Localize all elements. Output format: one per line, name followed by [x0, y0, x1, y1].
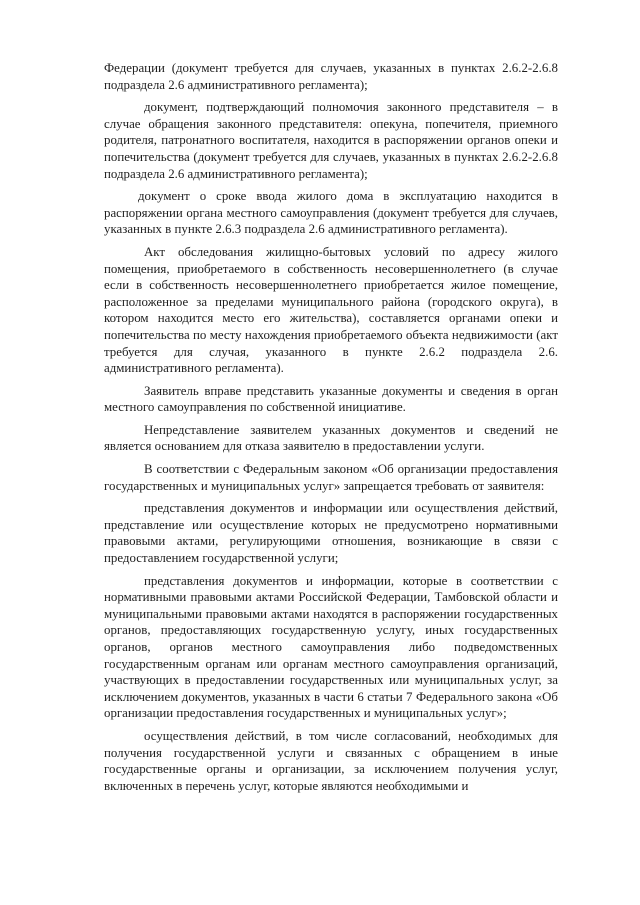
paragraph-federation-doc: Федерации (документ требуется для случаев, указанных в пунктах 2.6.2-2.6.8 подраздела 2.6 административного регламента);	[104, 61, 558, 92]
document-page	[104, 60, 558, 800]
paragraph-house-commissioning: документ о сроке ввода жилого дома в эксплуатацию находится в распоряжении органа местного самоуправления (документ требуется для случаев, указанных в пункте 2.6.3 подраздела 2.6 административного регламента).	[104, 189, 558, 237]
paragraph-prohibited-3: осуществления действий, в том числе согласований, необходимых для получения государственной услуги и связанных с обращением в иные государственные органы и организации, за исключением получения услуг, включенных в перечень услуг, которые являются необходимыми и	[104, 728, 558, 793]
paragraph-federal-law: В соответствии с Федеральным законом «Об организации предоставления государственных и муниципальных услуг» запрещается требовать от заявителя:	[104, 462, 558, 493]
paragraph-prohibited-1: представления документов и информации или осуществления действий, представление или осуществление которых не предусмотрено нормативными правовыми актами, регулирующими отношения, возникающие в связи с предоставлением государственной услуги;	[104, 501, 558, 566]
paragraph-non-submission: Непредставление заявителем указанных документов и сведений не является основанием для отказа заявителю в предоставлении услуги.	[104, 422, 558, 454]
paragraph-legal-representative: документ, подтверждающий полномочия законного представителя – в случае обращения законного представителя: опекуна, попечителя, приемного родителя, патронатного воспитателя, находится в распоряжении органов опеки и попечительства (документ требуется для случаев, указанных в пунктах 2.6.2-2.6.8 подраздела 2.6 административного регламента);	[104, 100, 558, 181]
paragraph-prohibited-2: представления документов и информации, которые в соответствии с нормативными правовыми актами Российской Федерации, Тамбовской области и муниципальными правовыми актами находятся в распоряжении государственных органов, предоставляющих государственную услугу, иных государственных органов, органов местного самоуправления либо подведомственных государственным органам или органам местного самоуправления организаций, участвующих в предоставлении государственных или муниципальных услуг, за исключением документов, указанных в части 6 статьи 7 Федерального закона «Об организации предоставления государственных и муниципальных услуг»;	[104, 573, 558, 721]
paragraph-inspection-act: Акт обследования жилищно-бытовых условий по адресу жилого помещения, приобретаемого в собственность несовершеннолетнего (в случае если в собственность несовершеннолетнего приобретается жилое помещение, расположенное за пределами муниципального района (городского округа), в котором находится место его жительства), составляется органами опеки и попечительства по месту нахождения приобретаемого объекта недвижимости (акт требуется для случая, указанного в пункте 2.6.2 подраздела 2.6. административного регламента).	[104, 244, 558, 376]
paragraph-applicant-right: Заявитель вправе представить указанные документы и сведения в орган местного самоуправления по собственной инициативе.	[104, 383, 558, 415]
